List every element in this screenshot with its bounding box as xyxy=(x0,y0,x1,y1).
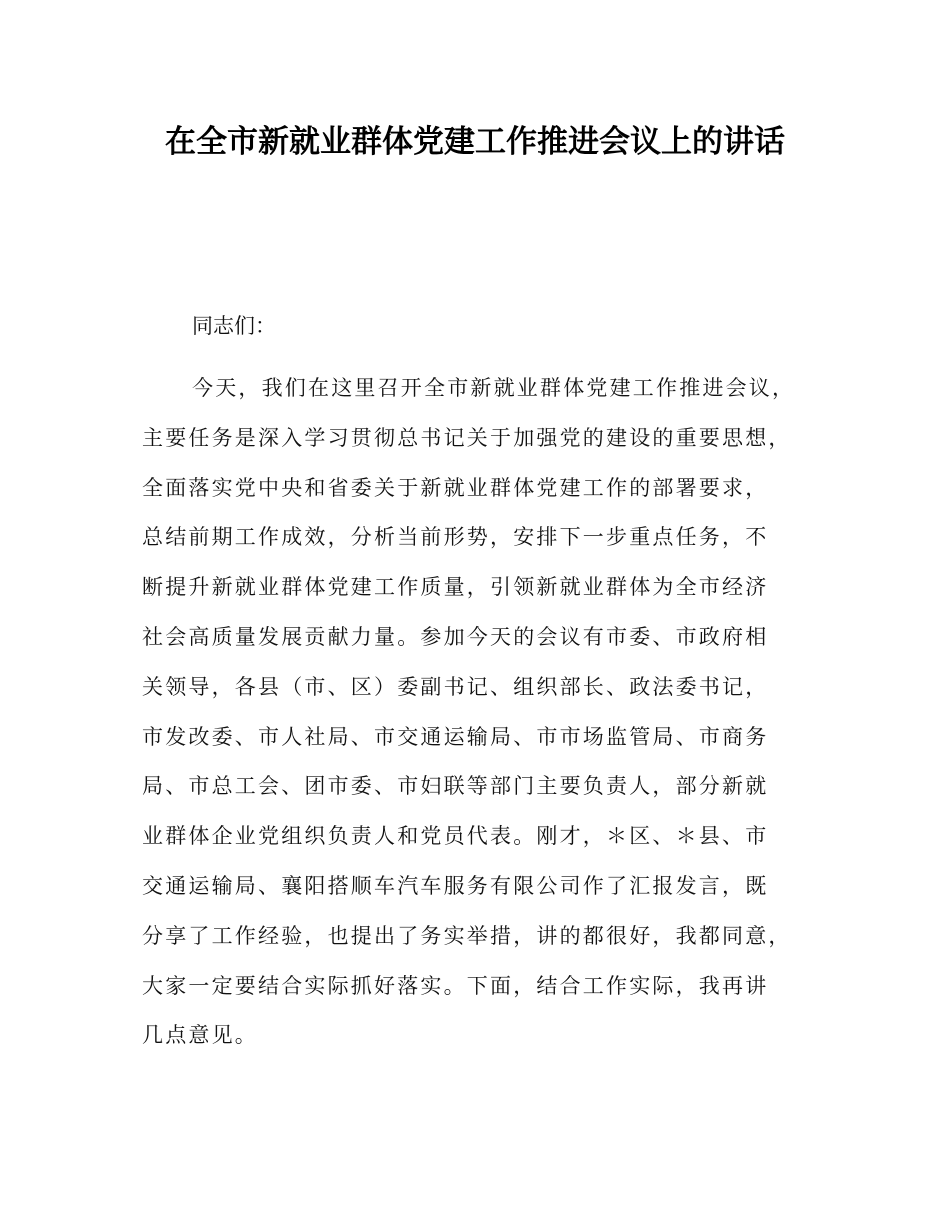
paragraph-line: 断提升新就业群体党建工作质量，引领新就业群体为全市经济 xyxy=(142,575,769,600)
paragraph-line: 市发改委、市人社局、市交通运输局、市市场监管局、市商务 xyxy=(142,724,769,749)
paragraph-line: 分享了工作经验，也提出了务实举措，讲的都很好，我都同意， xyxy=(142,923,792,948)
paragraph-line: 大家一定要结合实际抓好落实。下面，结合工作实际，我再讲 xyxy=(142,973,769,998)
paragraph-line: 社会高质量发展贡献力量。参加今天的会议有市委、市政府相 xyxy=(142,624,769,649)
paragraph-line: 业群体企业党组织负责人和党员代表。刚才，＊区、＊县、市 xyxy=(142,824,769,849)
body-paragraph xyxy=(142,364,832,1061)
paragraph-line: 交通运输局、襄阳搭顺车汽车服务有限公司作了汇报发言，既 xyxy=(142,873,769,898)
paragraph-line: 全面落实党中央和省委关于新就业群体党建工作的部署要求， xyxy=(142,475,769,500)
document-title: 在全市新就业群体党建工作推进会议上的讲话 xyxy=(165,124,785,160)
paragraph-line: 几点意见。 xyxy=(142,1023,258,1048)
paragraph-line: 今天，我们在这里召开全市新就业群体党建工作推进会议， xyxy=(192,376,796,400)
paragraph-line: 主要任务是深入学习贯彻总书记关于加强党的建设的重要思想， xyxy=(142,425,792,450)
paragraph-line: 关领导，各县（市、区）委副书记、组织部长、政法委书记， xyxy=(142,674,769,699)
paragraph-line: 总结前期工作成效，分析当前形势，安排下一步重点任务，不 xyxy=(142,525,769,550)
salutation: 同志们： xyxy=(192,314,276,338)
paragraph-line: 局、市总工会、团市委、市妇联等部门主要负责人，部分新就 xyxy=(142,774,769,799)
